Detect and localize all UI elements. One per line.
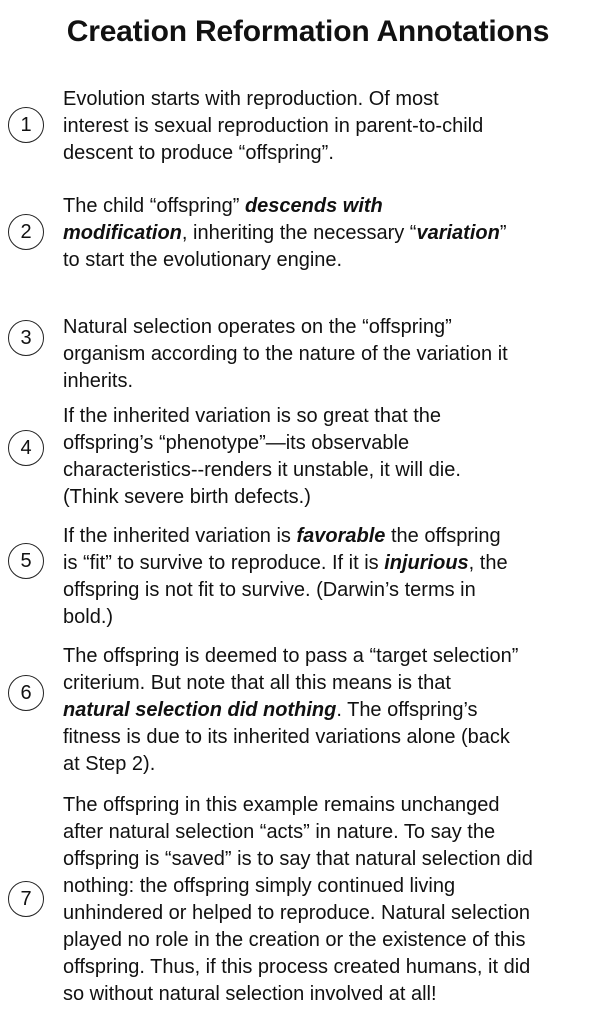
step-number-circle: 4 — [8, 430, 44, 466]
text-segment: offspring’s “phenotype”—its observable — [63, 432, 410, 454]
text-segment: If the inherited variation is — [63, 525, 297, 547]
emphasis-text: natural selection did nothing — [63, 699, 337, 721]
text-segment: unhindered or helped to reproduce. Natural selection — [63, 902, 530, 924]
text-segment: The offspring is deemed to pass a “target selection” — [63, 645, 519, 667]
text-segment: (Think severe birth defects.) — [63, 486, 311, 508]
text-segment: characteristics--renders it unstable, it will die. — [63, 459, 461, 481]
text-line — [63, 643, 608, 670]
text-line — [63, 550, 608, 577]
text-line — [63, 724, 608, 751]
text-line — [63, 193, 608, 220]
step-number-circle: 6 — [8, 675, 44, 711]
text-line — [63, 403, 608, 430]
annotation-text — [63, 86, 608, 167]
step-number-circle: 2 — [8, 214, 44, 250]
text-line — [63, 220, 608, 247]
text-segment: The child “offspring” — [63, 195, 245, 217]
text-line — [63, 900, 608, 927]
text-line — [63, 368, 608, 395]
annotation-text — [63, 523, 608, 631]
text-line — [63, 430, 608, 457]
emphasis-text: injurious — [384, 552, 469, 574]
text-line — [63, 457, 608, 484]
text-line — [63, 140, 608, 167]
text-segment: so without natural selection involved at all! — [63, 983, 437, 1005]
text-line — [63, 86, 608, 113]
text-segment: to start the evolutionary engine. — [63, 249, 343, 271]
emphasis-text: descends with — [244, 195, 383, 217]
text-line — [63, 577, 608, 604]
text-segment: bold.) — [63, 606, 114, 628]
text-segment: at Step 2). — [63, 753, 156, 775]
text-segment: ” — [499, 222, 507, 244]
text-segment: offspring is “saved” is to say that natural selection did — [63, 848, 533, 870]
text-segment: is “fit” to survive to reproduce. If it is — [63, 552, 385, 574]
text-line — [63, 604, 608, 631]
text-segment: , the — [468, 552, 508, 574]
text-segment: fitness is due to its inherited variations alone (back — [63, 726, 510, 748]
text-segment: after natural selection “acts” in nature. To say the — [63, 821, 496, 843]
text-line — [63, 792, 608, 819]
text-line — [63, 113, 608, 140]
step-number-circle: 1 — [8, 107, 44, 143]
text-line — [63, 927, 608, 954]
text-line — [63, 954, 608, 981]
text-segment: If the inherited variation is so great that the — [63, 405, 441, 427]
text-segment: organism according to the nature of the variation it — [63, 343, 508, 365]
annotation-text — [63, 792, 608, 1008]
text-line — [63, 247, 608, 274]
text-segment: inherits. — [63, 370, 134, 392]
text-line — [63, 523, 608, 550]
text-segment: . The offspring’s — [336, 699, 478, 721]
annotation-text — [63, 314, 608, 395]
text-segment: played no role in the creation or the existence of this — [63, 929, 526, 951]
emphasis-text: modification — [63, 222, 182, 244]
text-line — [63, 819, 608, 846]
emphasis-text: favorable — [296, 525, 386, 547]
text-segment: Evolution starts with reproduction. Of most — [63, 88, 439, 110]
text-segment: The offspring in this example remains unchanged — [63, 794, 500, 816]
text-line — [63, 751, 608, 778]
text-line — [63, 981, 608, 1008]
text-segment: the offspring — [385, 525, 501, 547]
text-line — [63, 697, 608, 724]
text-line — [63, 670, 608, 697]
text-segment: offspring is not fit to survive. (Darwin’s terms in — [63, 579, 476, 601]
text-segment: Natural selection operates on the “offspring” — [63, 316, 452, 338]
step-number-circle: 5 — [8, 543, 44, 579]
text-segment: nothing: the offspring simply continued living — [63, 875, 456, 897]
text-line — [63, 873, 608, 900]
emphasis-text: variation — [416, 222, 500, 244]
page-title: Creation Reformation Annotations — [66, 15, 550, 48]
step-number-circle: 7 — [8, 881, 44, 917]
step-number-circle: 3 — [8, 320, 44, 356]
annotation-text — [63, 403, 608, 511]
text-segment: offspring. Thus, if this process created humans, it did — [63, 956, 531, 978]
annotation-text — [63, 643, 608, 778]
text-segment: criterium. But note that all this means is that — [63, 672, 451, 694]
annotation-text — [63, 193, 608, 274]
text-segment: interest is sexual reproduction in parent-to-child — [63, 115, 484, 137]
text-line — [63, 314, 608, 341]
text-line — [63, 341, 608, 368]
text-line — [63, 846, 608, 873]
text-segment: , inheriting the necessary “ — [181, 222, 417, 244]
text-segment: descent to produce “offspring”. — [63, 142, 334, 164]
text-line — [63, 484, 608, 511]
